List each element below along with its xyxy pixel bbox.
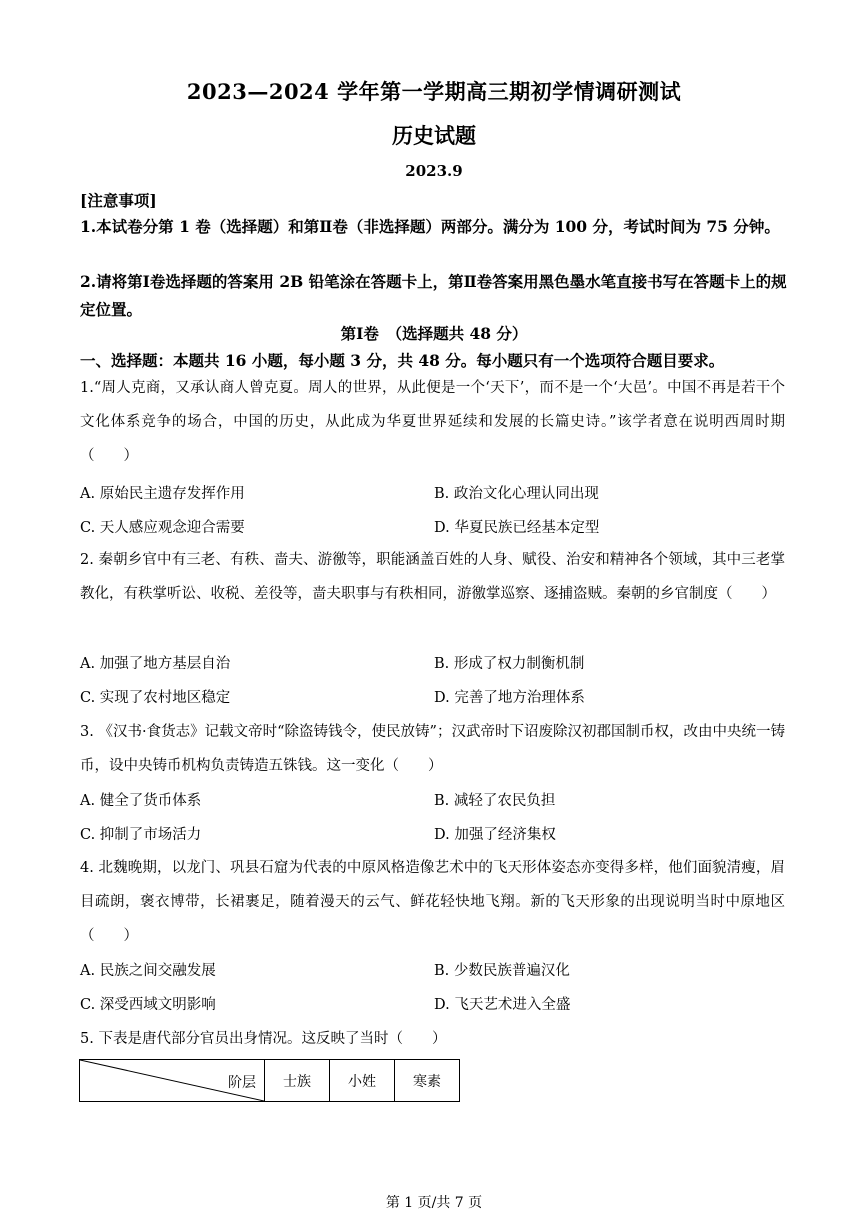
question-1-option-c: C. 天人感应观念迎合需要 (80, 520, 245, 536)
question-1-stem: 1.“周人克商，又承认商人曾克夏。周人的世界，从此便是一个‘天下’，而不是一个‘大邑’。中国不再是若干个文化体系竞争的场合，中国的历史，从此成为华夏世界延续和发展的长篇史诗。”该学者意在说明西周时期（ ） (80, 380, 785, 464)
exam-date: 2023.9 (405, 162, 463, 180)
question-3-option-b: B. 减轻了农民负担 (434, 793, 556, 809)
page-footer: 第 1 页/共 7 页 (385, 1195, 483, 1211)
subject-title: 历史试题 (392, 123, 476, 148)
official-origin-table (79, 1059, 460, 1102)
table-corner-label: 阶层 (228, 1075, 256, 1091)
table-header-cell: 小姓 (330, 1060, 395, 1102)
question-4-option-b: B. 少数民族普遍汉化 (434, 963, 570, 979)
notes-heading: [注意事项] (80, 191, 157, 210)
question-2-option-c: C. 实现了农村地区稳定 (80, 690, 231, 706)
question-3-stem: 3. 《汉书·食货志》记载文帝时“除盗铸钱令，使民放铸”；汉武帝时下诏废除汉初郡国制币权，改由中央统一铸币，设中央铸币机构负责铸造五铢钱。这一变化（ ） (80, 724, 785, 774)
table-header-cell: 寒素 (395, 1060, 460, 1102)
question-2-option-a: A. 加强了地方基层自治 (80, 656, 231, 672)
question-4-option-d: D. 飞天艺术进入全盛 (434, 997, 571, 1013)
question-3-option-d: D. 加强了经济集权 (434, 827, 556, 843)
question-3-option-a: A. 健全了货币体系 (80, 793, 202, 809)
section-title: 第Ⅰ卷 （选择题共 48 分） (340, 324, 528, 343)
question-2-option-d: D. 完善了地方治理体系 (434, 690, 585, 706)
table-corner-cell (80, 1060, 265, 1102)
section-heading: 一、选择题：本题共 16 小题，每小题 3 分，共 48 分。每小题只有一个选项符合题目要求。 (80, 351, 725, 370)
exam-title: 2023—2024 学年第一学期高三期初学情调研测试 (186, 79, 682, 104)
question-1-option-b: B. 政治文化心理认同出现 (434, 486, 599, 502)
question-2-option-b: B. 形成了权力制衡机制 (434, 656, 585, 672)
question-4-option-a: A. 民族之间交融发展 (80, 963, 216, 979)
question-4-option-c: C. 深受西域文明影响 (80, 997, 216, 1013)
table-header-cell: 士族 (265, 1060, 330, 1102)
question-5-stem: 5. 下表是唐代部分官员出身情况。这反映了当时（ ） (80, 1031, 447, 1047)
question-4-stem: 4. 北魏晚期，以龙门、巩县石窟为代表的中原风格造像艺术中的飞天形体姿态亦变得多样，他们面貌清瘦，眉目疏朗，褒衣博带，长裙裹足，随着漫天的云气、鲜花轻快地飞翔。新的飞天形象的出现说明当时中原地区（ ） (80, 860, 785, 944)
question-2-stem: 2. 秦朝乡官中有三老、有秩、啬夫、游徼等，职能涵盖百姓的人身、赋役、治安和精神各个领域，其中三老掌教化，有秩掌听讼、收税、差役等，啬夫职事与有秩相同，游徼掌巡察、逐捕盗贼。秦朝的乡官制度（ ） (80, 552, 785, 602)
question-1-option-a: A. 原始民主遗存发挥作用 (80, 486, 245, 502)
question-3-option-c: C. 抑制了市场活力 (80, 827, 202, 843)
note-item-2: 2.请将第Ⅰ卷选择题的答案用 2B 铅笔涂在答题卡上，第Ⅱ卷答案用黑色墨水笔直接书写在答题卡上的规定位置。 (80, 272, 787, 319)
question-1-option-d: D. 华夏民族已经基本定型 (434, 520, 600, 536)
table-row (80, 1060, 460, 1102)
note-item-1: 1.本试卷分第 1 卷（选择题）和第Ⅱ卷（非选择题）两部分。满分为 100 分，考试时间为 75 分钟。 (80, 217, 780, 236)
